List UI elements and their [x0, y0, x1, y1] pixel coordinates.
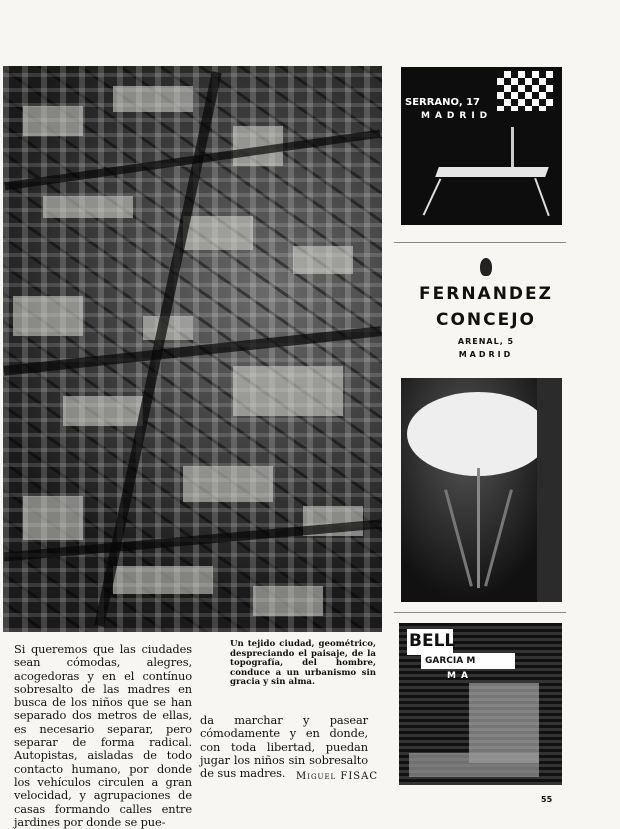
- ad-serrano-address: SERRANO, 17: [405, 97, 481, 108]
- article-left-column: Si queremos que las ciudades sean cómodas, alegres, acogedoras y en el contínuo sobresalto de las madres en busca de los niños que se han separado dos metros de ellas, es necesario separar, pero separar de forma radical. Autopistas, aisladas de todo contacto humano, por donde los vehículos circulen a gran velocidad, y agrupaciones de casas formando calles entre jardines por donde se pue-: [14, 642, 192, 829]
- table-leg-icon: [534, 178, 550, 216]
- ad-fernandez-name-2: CONCEJO: [435, 310, 537, 330]
- ad-fernandez-city: MADRID: [458, 350, 514, 359]
- ad-bell-sub: GARCIA M: [425, 656, 476, 666]
- photo-caption: Un tejido ciudad, geométrico, despreciando el paisaje, de la topografía, del hombre, conduce a un urbanismo sin gracia y sin alma.: [230, 639, 376, 688]
- ad-fernandez-name-1: FERNANDEZ: [419, 284, 553, 304]
- lamp-stem-icon: [444, 489, 473, 586]
- checkered-pattern-icon: [497, 71, 553, 111]
- ad-serrano-city: MADRID: [421, 111, 493, 121]
- table-leg-icon: [423, 178, 442, 215]
- shop-counter-shape: [409, 753, 539, 777]
- ad-divider: [394, 242, 566, 243]
- ad-bell-name: BELL: [409, 631, 456, 651]
- ad-serrano: [401, 67, 562, 225]
- lamp-stand-icon: [511, 127, 514, 167]
- curtain-shape: [537, 378, 562, 602]
- ad-divider: [394, 612, 566, 613]
- shop-display-shape: [469, 683, 539, 763]
- ad-bell-city: MA: [447, 671, 473, 681]
- lamp-shade-icon: [407, 392, 549, 476]
- lamp-stem-icon: [484, 489, 513, 586]
- article-right-column: da marchar y pasear cómodamente y en donde, con toda libertad, puedan jugar los niños sin sobresalto de sus madres.: [200, 713, 368, 781]
- ad-bell: [399, 623, 562, 785]
- leaf-logo-icon: [480, 258, 492, 276]
- page-number: 55: [541, 795, 553, 804]
- lamp-stem-icon: [477, 468, 480, 588]
- ad-fernandez-photo: [401, 378, 562, 602]
- author-signature: Miguel FISAC: [295, 771, 378, 782]
- table-top-icon: [435, 167, 549, 177]
- ad-fernandez-street: ARENAL, 5: [457, 337, 515, 346]
- aerial-city-photo: [3, 66, 382, 632]
